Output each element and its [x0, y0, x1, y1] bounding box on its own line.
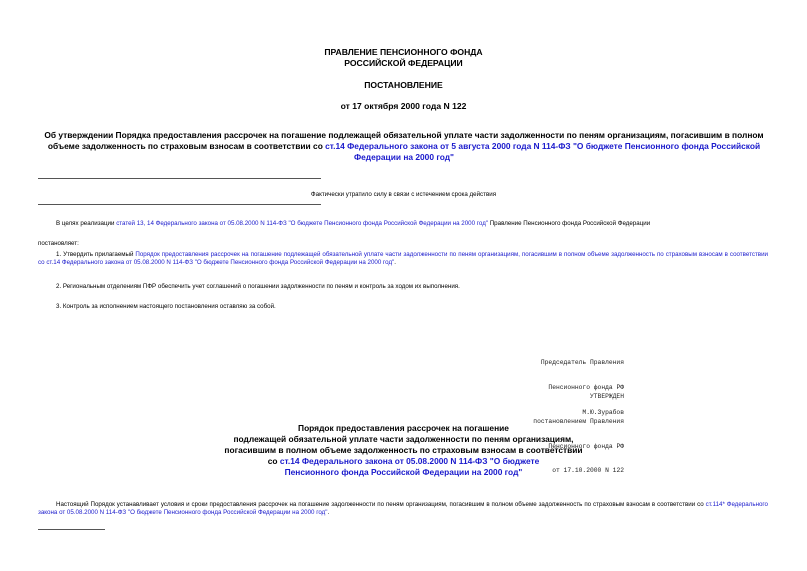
paragraph-decree: постановляет:: [38, 240, 79, 247]
paragraph-intro: [38, 220, 770, 228]
order-title-line4: [0, 456, 807, 467]
approval-line1: УТВЕРЖДЕН: [589, 393, 624, 401]
approval-line3: Пенсионного фонда РФ: [548, 442, 624, 450]
doc-title: [38, 130, 770, 163]
intro-law-link[interactable]: статей 13, 14 Федерального закона от 05.08.2000 N 114-ФЗ "О бюджете Пенсионного фонда Российской Федерации на 2000 год": [116, 220, 489, 227]
item1-law-link[interactable]: ст.14 Федерального закона от 05.08.2000 N 114-ФЗ "О бюджете Пенсионного фонда Российской Федерации на 2000 год": [46, 259, 395, 266]
order-title-line3: погасившим в полном объеме задолженность по страховым взносам в соответствии: [224, 445, 583, 455]
signature-line2: Пенсионного фонда РФ: [548, 384, 624, 392]
order-title-law-link[interactable]: ст.14 Федерального закона от 05.08.2000 N 114-ФЗ "О бюджете: [279, 456, 540, 466]
signature-line3: М.Ю.Зурабов: [582, 408, 624, 416]
item1-order-link[interactable]: Порядок предоставления рассрочек на погашение подлежащей обязательной уплате части задолженности по пеням организациям, погасившим в полном объеме задолженность по страховым взносам в соответствии со: [38, 251, 768, 266]
order-title-line4-prefix: со: [267, 456, 280, 466]
item1-prefix: 1. Утвердить прилагаемый: [56, 251, 136, 258]
order-paragraph-text: Настоящий Порядок устанавливает условия и сроки предоставления рассрочек на погашение задолженности по пеням организациям, погасившим в полном объеме задолженность по страховым взносам в соответствии со: [56, 501, 706, 508]
approval-line4: от 17.10.2000 N 122: [552, 467, 624, 475]
item1-suffix: .: [394, 259, 396, 266]
intro-prefix: В целях реализации: [56, 220, 117, 227]
order-paragraph-law-link[interactable]: ст.114* Федерального закона от 05.08.2000 N 114-ФЗ "О бюджете Пенсионного фонда Российской Федерации на 2000 год": [38, 501, 768, 516]
order-title-line2: подлежащей обязательной уплате части задолженности по пеням организациям,: [233, 434, 574, 444]
doc-type: ПОСТАНОВЛЕНИЕ: [364, 80, 443, 90]
order-title-line5[interactable]: Пенсионного фонда Российской Федерации на 2000 год": [284, 467, 523, 477]
doc-title-law-link[interactable]: ст.14 Федерального закона от 5 августа 2000 года N 114-ФЗ "О бюджете Пенсионного фонда Российской Федерации на 2000 год": [325, 141, 761, 162]
decree-item-2: 2. Региональным отделениям ПФР обеспечить учет соглашений о погашении задолженности по пеням и контроль за ходом их выполнения.: [56, 283, 460, 290]
footnote-divider: [38, 529, 105, 530]
org-name: [0, 47, 807, 69]
divider-status: [38, 204, 321, 205]
order-paragraph: [38, 501, 768, 517]
intro-suffix: Правление Пенсионного фонда Российской Федерации: [488, 220, 651, 227]
doc-title-text: Об утверждении Порядка предоставления рассрочек на погашение подлежащей обязательной уплате части задолженности по пеням организациям, погасившим в полном объеме задолженность по страховым взносам в соответствии со: [44, 130, 764, 151]
decree-item-1: [38, 251, 768, 267]
org-name-line1: ПРАВЛЕНИЕ ПЕНСИОННОГО ФОНДА: [324, 47, 483, 57]
divider-top: [38, 178, 321, 179]
signature-line1: Председатель Правления: [540, 359, 624, 367]
org-name-line2: РОССИЙСКОЙ ФЕДЕРАЦИИ: [344, 58, 463, 68]
decree-item-3: 3. Контроль за исполнением настоящего постановления оставляю за собой.: [56, 303, 276, 310]
order-paragraph-suffix: .: [327, 509, 330, 516]
order-title: [0, 423, 807, 478]
status-note: Фактически утратило силу в связи с истечением срока действия: [310, 191, 497, 198]
order-title-line1: Порядок предоставления рассрочек на погашение: [298, 423, 509, 433]
approval-line2: постановлением Правления: [533, 418, 624, 426]
doc-date: от 17 октября 2000 года N 122: [340, 101, 467, 111]
